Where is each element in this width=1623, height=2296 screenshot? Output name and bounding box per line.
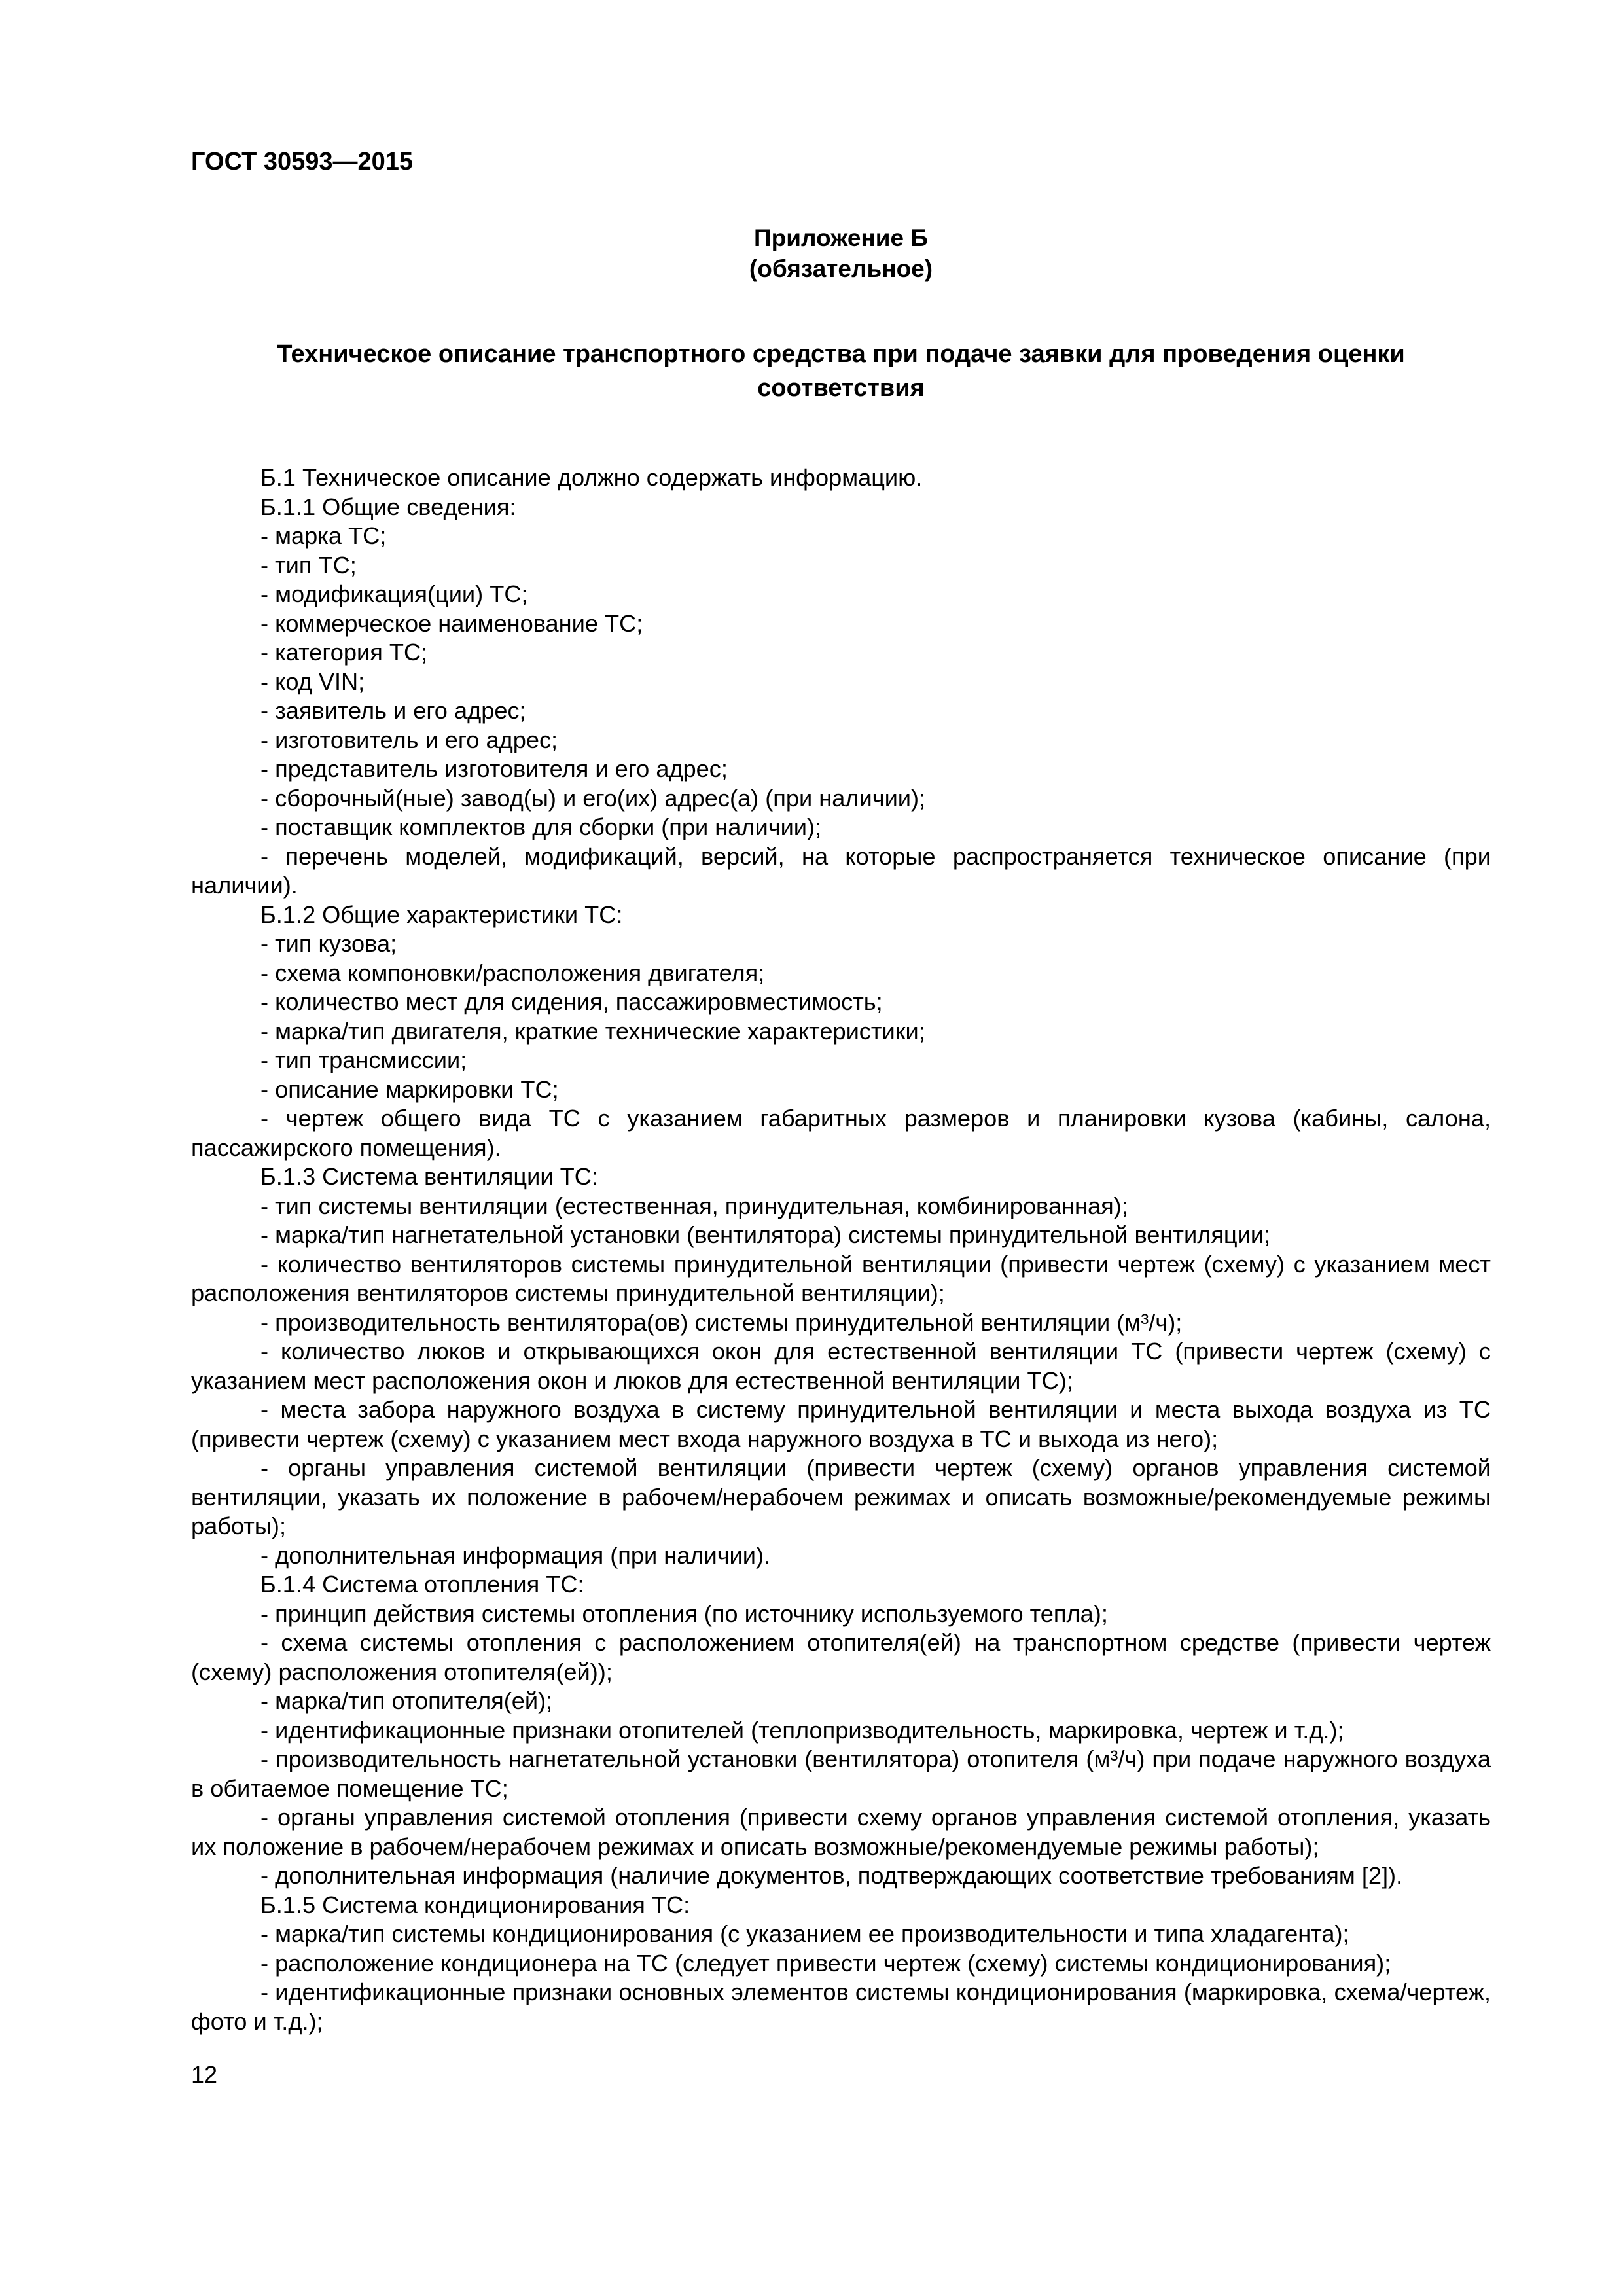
list-item: - изготовитель и его адрес; — [260, 726, 558, 753]
standard-designation: ГОСТ 30593—2015 — [191, 148, 414, 175]
list-item: - идентификационные признаки основных элементов системы кондиционирования (маркировка, схема/чертеж, фото и т.д.); — [191, 1979, 1491, 2035]
paragraph: Б.1 Техническое описание должно содержать информацию. — [260, 464, 923, 491]
annex-status: (обязательное) — [749, 255, 933, 282]
list-item: - органы управления системой вентиляции (привести чертеж (схему) органов управления системой вентиляции, указать их положение в рабочем/нерабочем режимах и описать возможные/рекомендуемые режимы работы); — [191, 1454, 1491, 1539]
list-item: - заявитель и его адрес; — [260, 697, 526, 724]
list-item: - количество мест для сидения, пассажировместимость; — [260, 988, 883, 1015]
annex-title: Техническое описание транспортного средства при подаче заявки для проведения оценки соответствия — [277, 340, 1405, 402]
paragraph: Б.1.4 Система отопления ТС: — [260, 1571, 584, 1598]
list-item: - производительность вентилятора(ов) системы принудительной вентиляции (м³/ч); — [260, 1308, 1183, 1336]
list-item: - тип ТС; — [260, 551, 357, 579]
list-item: - описание маркировки ТС; — [260, 1075, 559, 1103]
list-item: - коммерческое наименование ТС; — [260, 609, 643, 637]
list-item: - сборочный(ные) завод(ы) и его(их) адрес(а) (при наличии); — [260, 784, 926, 812]
list-item: - тип трансмиссии; — [260, 1047, 467, 1073]
list-item: - количество люков и открывающихся окон для естественной вентиляции ТС (привести чертеж (схему) с указанием мест расположения окон и люков для естественной вентиляции ТС); — [191, 1338, 1491, 1394]
paragraph: Б.1.2 Общие характеристики ТС: — [260, 901, 623, 928]
list-item: - тип системы вентиляции (естественная, принудительная, комбинированная); — [260, 1192, 1128, 1219]
list-item: - схема системы отопления с расположением отопителя(ей) на транспортном средстве (привести чертеж (схему) расположения отопителя(ей)); — [191, 1629, 1491, 1685]
list-item: - категория ТС; — [260, 639, 428, 666]
list-item: - принцип действия системы отопления (по источнику используемого тепла); — [260, 1600, 1108, 1627]
paragraph: Б.1.5 Система кондиционирования ТС: — [260, 1891, 690, 1918]
list-item: - марка ТС; — [260, 522, 387, 549]
list-item: - схема компоновки/расположения двигателя; — [260, 959, 765, 986]
list-item: - органы управления системой отопления (привести схему органов управления системой отопления, указать их положение в рабочем/нерабочем режимах и описать возможные/рекомендуемые режимы работы); — [191, 1804, 1491, 1860]
list-item: - количество вентиляторов системы принудительной вентиляции (привести чертеж (схему) с указанием мест расположения вентиляторов системы принудительной вентиляции); — [191, 1250, 1491, 1306]
document-body — [191, 463, 1491, 2036]
list-item: - дополнительная информация (при наличии). — [260, 1541, 771, 1569]
list-item: - расположение кондиционера на ТС (следует привести чертеж (схему) системы кондиционирования); — [260, 1949, 1391, 1977]
list-item: - код VIN; — [260, 668, 365, 695]
list-item: - дополнительная информация (наличие документов, подтверждающих соответствие требованиям [2]). — [260, 1862, 1403, 1889]
list-item: - марка/тип двигателя, краткие технические характеристики; — [260, 1017, 925, 1045]
page-number: 12 — [191, 2061, 218, 2088]
list-item: - чертеж общего вида ТС с указанием габаритных размеров и планировки кузова (кабины, салона, пассажирского помещения). — [191, 1105, 1491, 1161]
list-item: - производительность нагнетательной установки (вентилятора) отопителя (м³/ч) при подаче наружного воздуха в обитаемое помещение ТС; — [191, 1746, 1491, 1802]
list-item: - представитель изготовителя и его адрес; — [260, 755, 728, 782]
list-item: - идентификационные признаки отопителей (теплопризводительность, маркировка, чертеж и т.д.); — [260, 1716, 1344, 1744]
paragraph: Б.1.1 Общие сведения: — [260, 493, 516, 520]
list-item: - марка/тип нагнетательной установки (вентилятора) системы принудительной вентиляции; — [260, 1221, 1271, 1248]
list-item: - марка/тип отопителя(ей); — [260, 1687, 553, 1714]
list-item: - перечень моделей, модификаций, версий, на которые распространяется техническое описание (при наличии). — [191, 842, 1491, 899]
annex-heading — [191, 223, 1491, 284]
annex-label: Приложение Б — [754, 224, 928, 251]
list-item: - поставщик комплектов для сборки (при наличии); — [260, 814, 822, 840]
list-item: - марка/тип системы кондиционирования (с указанием ее производительности и типа хладагента); — [260, 1920, 1349, 1947]
list-item: - тип кузова; — [260, 930, 397, 957]
list-item: - модификация(ции) ТС; — [260, 581, 528, 607]
list-item: - места забора наружного воздуха в систему принудительной вентиляции и места выхода воздуха из ТС (привести чертеж (схему) с указанием мест входа наружного воздуха в ТС и выхода из него); — [191, 1396, 1491, 1452]
paragraph: Б.1.3 Система вентиляции ТС: — [260, 1163, 598, 1190]
